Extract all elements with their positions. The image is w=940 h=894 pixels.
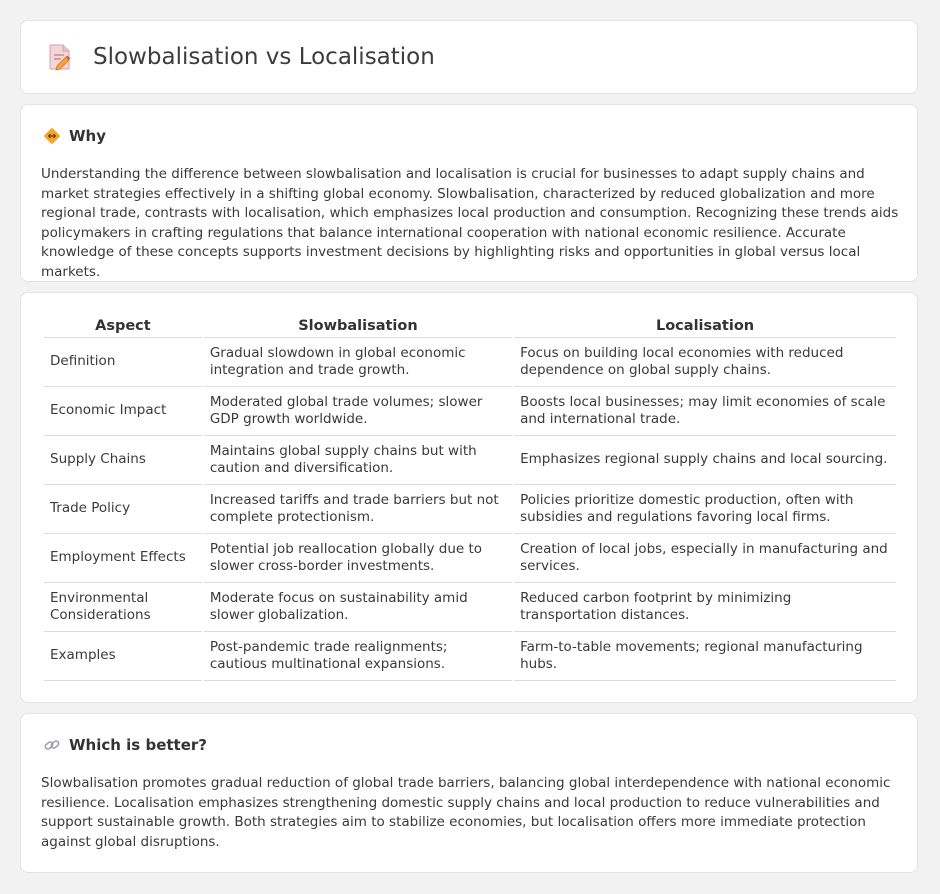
table-row [44, 436, 896, 485]
better-text: Slowbalisation promotes gradual reduction of global trade barriers, balancing global interdependence with national economic resilience. Localisation emphasizes strengthening domestic supply chains and local production to reduce vulnerabilities and support sustainable growth. Both strategies aim to stabilize economies, but localisation offers more immediate protection against global disruptions. [41, 775, 891, 850]
slowbalisation-cell: Moderated global trade volumes; slower GDP growth worldwide. [204, 387, 512, 436]
slowbalisation-cell: Increased tariffs and trade barriers but not complete protectionism. [204, 485, 512, 534]
slowbalisation-cell: Maintains global supply chains but with caution and diversification. [204, 436, 512, 485]
aspect-cell: Employment Effects [44, 534, 202, 583]
why-text: Understanding the difference between slowbalisation and localisation is crucial for businesses to adapt supply chains and market strategies effectively in a shifting global economy. Slowbalisation, characterized by reduced globalization and more regional trade, contrasts with localisation, which emphasizes local production and consumption. Recognizing these trends aids policymakers in crafting regulations that balance international cooperation with national economic resilience. Accurate knowledge of these concepts supports investment decisions by highlighting risks and opportunities in global versus local markets. [41, 166, 899, 280]
aspect-cell: Trade Policy [44, 485, 202, 534]
localisation-cell: Policies prioritize domestic production, often with subsidies and regulations favoring local firms. [514, 485, 896, 534]
diamond-arrows-icon [43, 127, 61, 145]
document-edit-icon [47, 43, 73, 71]
header-aspect: Aspect [44, 315, 202, 338]
better-title: Which is better? [69, 736, 207, 754]
localisation-cell: Emphasizes regional supply chains and local sourcing. [514, 436, 896, 485]
slowbalisation-cell: Post-pandemic trade realignments; cautious multinational expansions. [204, 632, 512, 681]
table-row [44, 632, 896, 681]
aspect-cell: Examples [44, 632, 202, 681]
aspect-cell: Supply Chains [44, 436, 202, 485]
comparison-table [42, 315, 898, 681]
page-title: Slowbalisation vs Localisation [93, 44, 435, 70]
which-is-better-section [20, 713, 918, 873]
why-section [20, 104, 918, 282]
comparison-table-card [20, 292, 918, 703]
table-row [44, 583, 896, 632]
localisation-cell: Reduced carbon footprint by minimizing transportation distances. [514, 583, 896, 632]
header-slowbalisation: Slowbalisation [204, 315, 512, 338]
localisation-cell: Boosts local businesses; may limit economies of scale and international trade. [514, 387, 896, 436]
header-localisation: Localisation [514, 315, 896, 338]
aspect-cell: Environmental Considerations [44, 583, 202, 632]
table-row [44, 338, 896, 387]
table-row [44, 485, 896, 534]
aspect-cell: Definition [44, 338, 202, 387]
localisation-cell: Farm-to-table movements; regional manufacturing hubs. [514, 632, 896, 681]
table-row [44, 387, 896, 436]
link-icon [43, 736, 61, 754]
table-row [44, 534, 896, 583]
slowbalisation-cell: Gradual slowdown in global economic integration and trade growth. [204, 338, 512, 387]
aspect-cell: Economic Impact [44, 387, 202, 436]
why-title: Why [69, 127, 107, 145]
localisation-cell: Creation of local jobs, especially in manufacturing and services. [514, 534, 896, 583]
header-card [20, 20, 918, 94]
localisation-cell: Focus on building local economies with reduced dependence on global supply chains. [514, 338, 896, 387]
slowbalisation-cell: Moderate focus on sustainability amid slower globalization. [204, 583, 512, 632]
table-header-row [44, 315, 896, 338]
slowbalisation-cell: Potential job reallocation globally due to slower cross-border investments. [204, 534, 512, 583]
